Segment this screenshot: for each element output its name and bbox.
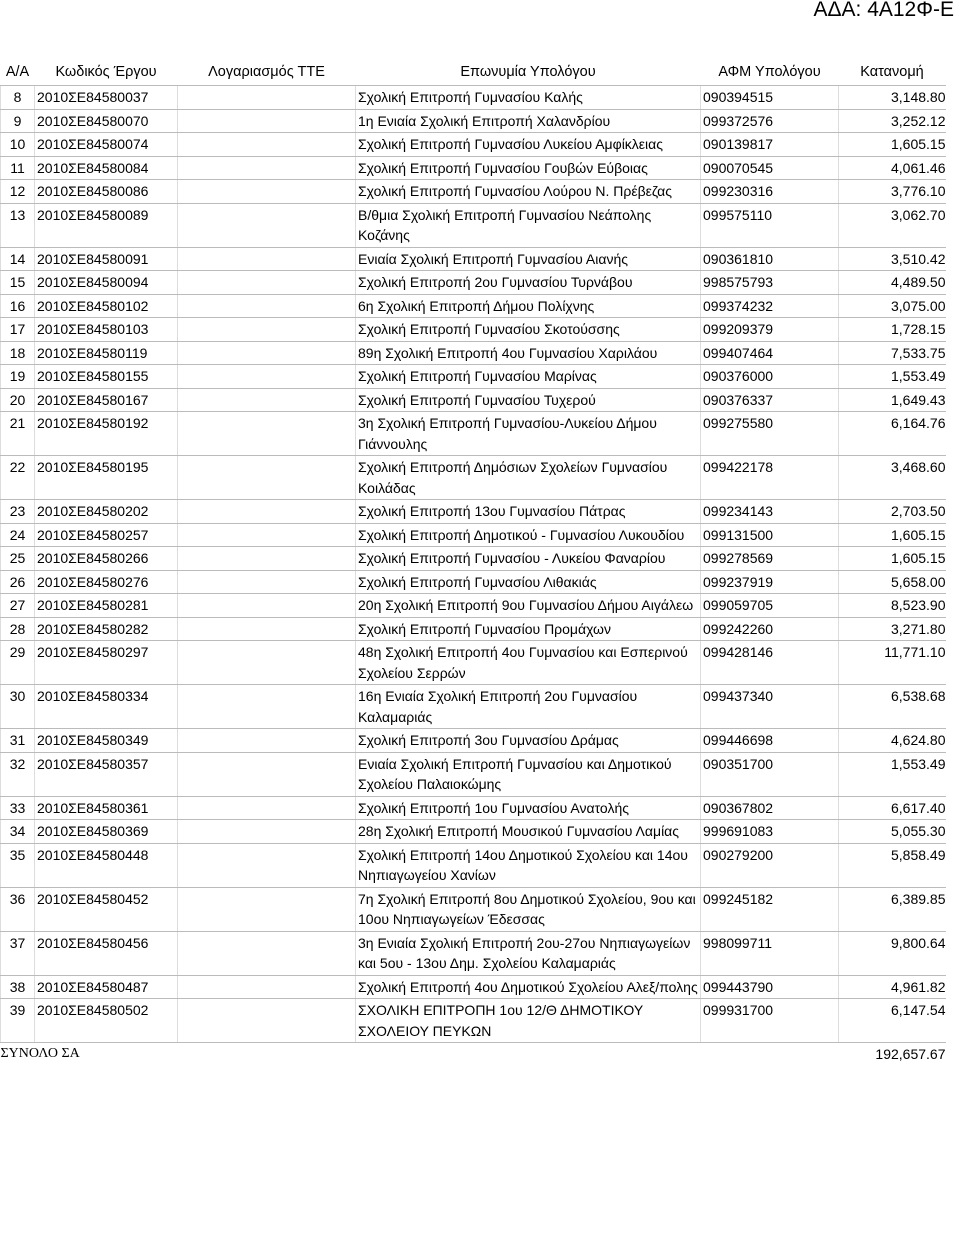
row-name: Σχολική Επιτροπή Δημοτικού - Γυμνασίου Λυκουδίου (356, 523, 701, 547)
row-afm: 099422178 (701, 456, 839, 500)
row-account (178, 341, 356, 365)
row-afm: 998575793 (701, 271, 839, 295)
row-account (178, 641, 356, 685)
row-code: 2010ΣΕ84580167 (35, 388, 178, 412)
row-account (178, 729, 356, 753)
row-code: 2010ΣΕ84580334 (35, 685, 178, 729)
row-name: Σχολική Επιτροπή Γυμνασίου Μαρίνας (356, 365, 701, 389)
row-afm: 099575110 (701, 203, 839, 247)
row-name: Σχολική Επιτροπή Γυμνασίου - Λυκείου Φαναρίου (356, 547, 701, 571)
row-aa: 10 (1, 133, 35, 157)
row-afm: 099245182 (701, 887, 839, 931)
row-account (178, 999, 356, 1043)
row-account (178, 975, 356, 999)
row-aa: 9 (1, 109, 35, 133)
row-code: 2010ΣΕ84580276 (35, 570, 178, 594)
table-row (1, 820, 946, 844)
header-afm: ΑΦΜ Υπολόγου (701, 38, 839, 86)
row-account (178, 685, 356, 729)
row-name: Ενιαία Σχολική Επιτροπή Γυμνασίου Αιανής (356, 247, 701, 271)
row-aa: 38 (1, 975, 35, 999)
row-code: 2010ΣΕ84580369 (35, 820, 178, 844)
row-name: Ενιαία Σχολική Επιτροπή Γυμνασίου και Δημοτικού Σχολείου Παλαιοκώμης (356, 752, 701, 796)
table-row (1, 247, 946, 271)
row-name: ΣΧΟΛΙΚΗ ΕΠΙΤΡΟΠΗ 1ου 12/Θ ΔΗΜΟΤΙΚΟΥ ΣΧΟΛΕΙΟΥ ΠΕΥΚΩΝ (356, 999, 701, 1043)
row-name: 7η Σχολική Επιτροπή 8ου Δημοτικού Σχολείου, 9ου και 10ου Νηπιαγωγείων Έδεσσας (356, 887, 701, 931)
row-afm: 099275580 (701, 412, 839, 456)
row-amount: 4,061.46 (839, 156, 946, 180)
row-name: Σχολική Επιτροπή Γυμνασίου Λιθακιάς (356, 570, 701, 594)
row-afm: 099242260 (701, 617, 839, 641)
row-code: 2010ΣΕ84580266 (35, 547, 178, 571)
row-aa: 21 (1, 412, 35, 456)
row-afm: 090367802 (701, 796, 839, 820)
row-aa: 18 (1, 341, 35, 365)
row-afm: 099437340 (701, 685, 839, 729)
row-account (178, 752, 356, 796)
row-amount: 1,605.15 (839, 523, 946, 547)
row-amount: 4,961.82 (839, 975, 946, 999)
row-name: Σχολική Επιτροπή Γυμνασίου Λυκείου Αμφίκλειας (356, 133, 701, 157)
row-name: Σχολική Επιτροπή 14ου Δημοτικού Σχολείου και 14ου Νηπιαγωγείου Χανίων (356, 843, 701, 887)
row-account (178, 318, 356, 342)
row-code: 2010ΣΕ84580281 (35, 594, 178, 618)
row-code: 2010ΣΕ84580070 (35, 109, 178, 133)
row-account (178, 820, 356, 844)
table-row (1, 796, 946, 820)
ada-watermark: ΑΔΑ: 4Α12Φ-Ε (813, 0, 954, 21)
row-afm: 099372576 (701, 109, 839, 133)
row-afm: 099931700 (701, 999, 839, 1043)
row-amount: 1,605.15 (839, 547, 946, 571)
row-amount: 3,148.80 (839, 86, 946, 110)
row-name: 1η Ενιαία Σχολική Επιτροπή Χαλανδρίου (356, 109, 701, 133)
table-row (1, 109, 946, 133)
table-row (1, 523, 946, 547)
row-amount: 4,489.50 (839, 271, 946, 295)
row-account (178, 796, 356, 820)
header-code: Κωδικός Έργου (35, 38, 178, 86)
row-amount: 3,252.12 (839, 109, 946, 133)
row-afm: 099131500 (701, 523, 839, 547)
header-amount: Κατανομή (839, 38, 946, 86)
row-aa: 11 (1, 156, 35, 180)
row-aa: 19 (1, 365, 35, 389)
row-code: 2010ΣΕ84580456 (35, 931, 178, 975)
row-aa: 29 (1, 641, 35, 685)
row-code: 2010ΣΕ84580195 (35, 456, 178, 500)
row-account (178, 365, 356, 389)
row-account (178, 388, 356, 412)
table-row (1, 133, 946, 157)
row-account (178, 931, 356, 975)
row-code: 2010ΣΕ84580155 (35, 365, 178, 389)
row-amount: 3,468.60 (839, 456, 946, 500)
row-account (178, 180, 356, 204)
row-afm: 090361810 (701, 247, 839, 271)
row-account (178, 843, 356, 887)
row-name: 6η Σχολική Επιτροπή Δήμου Πολίχνης (356, 294, 701, 318)
row-afm: 090139817 (701, 133, 839, 157)
header-aa: Α/Α (1, 38, 35, 86)
row-name: 89η Σχολική Επιτροπή 4ου Γυμνασίου Χαριλάου (356, 341, 701, 365)
table-row (1, 294, 946, 318)
row-code: 2010ΣΕ84580257 (35, 523, 178, 547)
table-row (1, 86, 946, 110)
row-afm: 099443790 (701, 975, 839, 999)
row-afm: 090394515 (701, 86, 839, 110)
row-code: 2010ΣΕ84580502 (35, 999, 178, 1043)
row-name: Σχολική Επιτροπή Γυμνασίου Λούρου Ν. Πρέβεζας (356, 180, 701, 204)
table-row (1, 365, 946, 389)
row-name: 20η Σχολική Επιτροπή 9ου Γυμνασίου Δήμου Αιγάλεω (356, 594, 701, 618)
row-code: 2010ΣΕ84580102 (35, 294, 178, 318)
table-row (1, 388, 946, 412)
row-name: 3η Ενιαία Σχολική Επιτροπή 2ου-27ου Νηπιαγωγείων και 5ου - 13ου Δημ. Σχολείου Καλαμαριάς (356, 931, 701, 975)
row-code: 2010ΣΕ84580091 (35, 247, 178, 271)
row-amount: 7,533.75 (839, 341, 946, 365)
row-aa: 31 (1, 729, 35, 753)
row-name: Σχολική Επιτροπή Δημόσιων Σχολείων Γυμνασίου Κοιλάδας (356, 456, 701, 500)
row-aa: 39 (1, 999, 35, 1043)
table-row (1, 975, 946, 999)
row-name: Σχολική Επιτροπή 2ου Γυμνασίου Τυρνάβου (356, 271, 701, 295)
row-amount: 3,510.42 (839, 247, 946, 271)
table-row (1, 617, 946, 641)
row-aa: 22 (1, 456, 35, 500)
row-amount: 3,075.00 (839, 294, 946, 318)
row-aa: 16 (1, 294, 35, 318)
row-aa: 14 (1, 247, 35, 271)
row-account (178, 547, 356, 571)
table-row (1, 685, 946, 729)
allocation-table (0, 38, 946, 1066)
row-account (178, 271, 356, 295)
row-aa: 15 (1, 271, 35, 295)
row-account (178, 456, 356, 500)
row-afm: 090279200 (701, 843, 839, 887)
table-row (1, 887, 946, 931)
row-amount: 2,703.50 (839, 500, 946, 524)
row-amount: 1,553.49 (839, 365, 946, 389)
total-label: ΣΥΝΟΛΟ ΣΑ (0, 1046, 80, 1061)
row-amount: 6,164.76 (839, 412, 946, 456)
row-account (178, 156, 356, 180)
row-afm: 099237919 (701, 570, 839, 594)
table-row (1, 203, 946, 247)
table-row (1, 547, 946, 571)
row-amount: 1,553.49 (839, 752, 946, 796)
table-row (1, 570, 946, 594)
row-amount: 6,617.40 (839, 796, 946, 820)
row-code: 2010ΣΕ84580119 (35, 341, 178, 365)
row-aa: 37 (1, 931, 35, 975)
row-aa: 36 (1, 887, 35, 931)
row-code: 2010ΣΕ84580103 (35, 318, 178, 342)
row-afm: 090070545 (701, 156, 839, 180)
header-account: Λογαριασμός ΤΤΕ (178, 38, 356, 86)
row-afm: 099407464 (701, 341, 839, 365)
row-amount: 3,271.80 (839, 617, 946, 641)
row-aa: 13 (1, 203, 35, 247)
row-amount: 8,523.90 (839, 594, 946, 618)
row-amount: 11,771.10 (839, 641, 946, 685)
row-aa: 35 (1, 843, 35, 887)
row-code: 2010ΣΕ84580202 (35, 500, 178, 524)
row-account (178, 133, 356, 157)
row-aa: 30 (1, 685, 35, 729)
row-aa: 17 (1, 318, 35, 342)
row-afm: 099374232 (701, 294, 839, 318)
row-afm: 090351700 (701, 752, 839, 796)
row-code: 2010ΣΕ84580361 (35, 796, 178, 820)
table-header-row (1, 38, 946, 86)
row-amount: 3,776.10 (839, 180, 946, 204)
row-amount: 5,658.00 (839, 570, 946, 594)
row-afm: 090376337 (701, 388, 839, 412)
row-amount: 6,538.68 (839, 685, 946, 729)
row-amount: 5,055.30 (839, 820, 946, 844)
row-aa: 34 (1, 820, 35, 844)
row-account (178, 594, 356, 618)
row-code: 2010ΣΕ84580089 (35, 203, 178, 247)
row-name: 16η Ενιαία Σχολική Επιτροπή 2ου Γυμνασίου Καλαμαριάς (356, 685, 701, 729)
row-amount: 4,624.80 (839, 729, 946, 753)
total-amount: 192,657.67 (875, 1046, 946, 1062)
row-amount: 1,728.15 (839, 318, 946, 342)
row-name: 48η Σχολική Επιτροπή 4ου Γυμνασίου και Εσπερινού Σχολείου Σερρών (356, 641, 701, 685)
row-code: 2010ΣΕ84580487 (35, 975, 178, 999)
row-aa: 33 (1, 796, 35, 820)
row-afm: 099446698 (701, 729, 839, 753)
table-row (1, 752, 946, 796)
row-account (178, 617, 356, 641)
row-amount: 3,062.70 (839, 203, 946, 247)
row-amount: 5,858.49 (839, 843, 946, 887)
row-account (178, 86, 356, 110)
row-account (178, 887, 356, 931)
row-account (178, 109, 356, 133)
row-code: 2010ΣΕ84580074 (35, 133, 178, 157)
row-aa: 27 (1, 594, 35, 618)
table-row (1, 318, 946, 342)
row-name: Σχολική Επιτροπή 1ου Γυμνασίου Ανατολής (356, 796, 701, 820)
row-amount: 6,389.85 (839, 887, 946, 931)
row-name: Σχολική Επιτροπή Γυμνασίου Καλής (356, 86, 701, 110)
row-code: 2010ΣΕ84580037 (35, 86, 178, 110)
row-aa: 26 (1, 570, 35, 594)
header-name: Επωνυμία Υπολόγου (356, 38, 701, 86)
row-name: Σχολική Επιτροπή Γυμνασίου Προμάχων (356, 617, 701, 641)
row-afm: 099209379 (701, 318, 839, 342)
row-afm: 099059705 (701, 594, 839, 618)
row-code: 2010ΣΕ84580282 (35, 617, 178, 641)
row-code: 2010ΣΕ84580297 (35, 641, 178, 685)
row-afm: 090376000 (701, 365, 839, 389)
row-account (178, 570, 356, 594)
row-afm: 999691083 (701, 820, 839, 844)
table-row (1, 641, 946, 685)
total-row (1, 1043, 946, 1066)
row-name: Σχολική Επιτροπή 13ου Γυμνασίου Πάτρας (356, 500, 701, 524)
row-amount: 1,605.15 (839, 133, 946, 157)
row-name: 28η Σχολική Επιτροπή Μουσικού Γυμνασίου Λαμίας (356, 820, 701, 844)
row-account (178, 294, 356, 318)
table-row (1, 456, 946, 500)
row-code: 2010ΣΕ84580349 (35, 729, 178, 753)
table-row (1, 999, 946, 1043)
table-row (1, 729, 946, 753)
row-name: Σχολική Επιτροπή Γυμνασίου Γουβών Εύβοιας (356, 156, 701, 180)
table-row (1, 500, 946, 524)
table-row (1, 931, 946, 975)
row-aa: 23 (1, 500, 35, 524)
row-name: Σχολική Επιτροπή 3ου Γυμνασίου Δράμας (356, 729, 701, 753)
row-aa: 25 (1, 547, 35, 571)
row-account (178, 247, 356, 271)
row-account (178, 203, 356, 247)
row-code: 2010ΣΕ84580094 (35, 271, 178, 295)
table-row (1, 843, 946, 887)
table-row (1, 341, 946, 365)
row-aa: 8 (1, 86, 35, 110)
row-name: Σχολική Επιτροπή Γυμνασίου Σκοτούσσης (356, 318, 701, 342)
row-aa: 12 (1, 180, 35, 204)
row-amount: 9,800.64 (839, 931, 946, 975)
row-afm: 998099711 (701, 931, 839, 975)
row-aa: 28 (1, 617, 35, 641)
row-name: Β/θμια Σχολική Επιτροπή Γυμνασίου Νεάπολης Κοζάνης (356, 203, 701, 247)
row-afm: 099428146 (701, 641, 839, 685)
row-account (178, 500, 356, 524)
row-code: 2010ΣΕ84580448 (35, 843, 178, 887)
row-code: 2010ΣΕ84580452 (35, 887, 178, 931)
row-account (178, 523, 356, 547)
row-aa: 24 (1, 523, 35, 547)
row-amount: 1,649.43 (839, 388, 946, 412)
row-code: 2010ΣΕ84580357 (35, 752, 178, 796)
table-row (1, 156, 946, 180)
table-row (1, 412, 946, 456)
row-name: Σχολική Επιτροπή 4ου Δημοτικού Σχολείου Αλεξ/πολης (356, 975, 701, 999)
row-name: 3η Σχολική Επιτροπή Γυμνασίου-Λυκείου Δήμου Γιάννουλης (356, 412, 701, 456)
table-row (1, 180, 946, 204)
row-afm: 099230316 (701, 180, 839, 204)
row-name: Σχολική Επιτροπή Γυμνασίου Τυχερού (356, 388, 701, 412)
row-amount: 6,147.54 (839, 999, 946, 1043)
row-afm: 099234143 (701, 500, 839, 524)
table-body (1, 86, 946, 1043)
row-code: 2010ΣΕ84580084 (35, 156, 178, 180)
row-code: 2010ΣΕ84580086 (35, 180, 178, 204)
table-row (1, 594, 946, 618)
row-account (178, 412, 356, 456)
table-row (1, 271, 946, 295)
row-afm: 099278569 (701, 547, 839, 571)
row-aa: 32 (1, 752, 35, 796)
row-code: 2010ΣΕ84580192 (35, 412, 178, 456)
row-aa: 20 (1, 388, 35, 412)
